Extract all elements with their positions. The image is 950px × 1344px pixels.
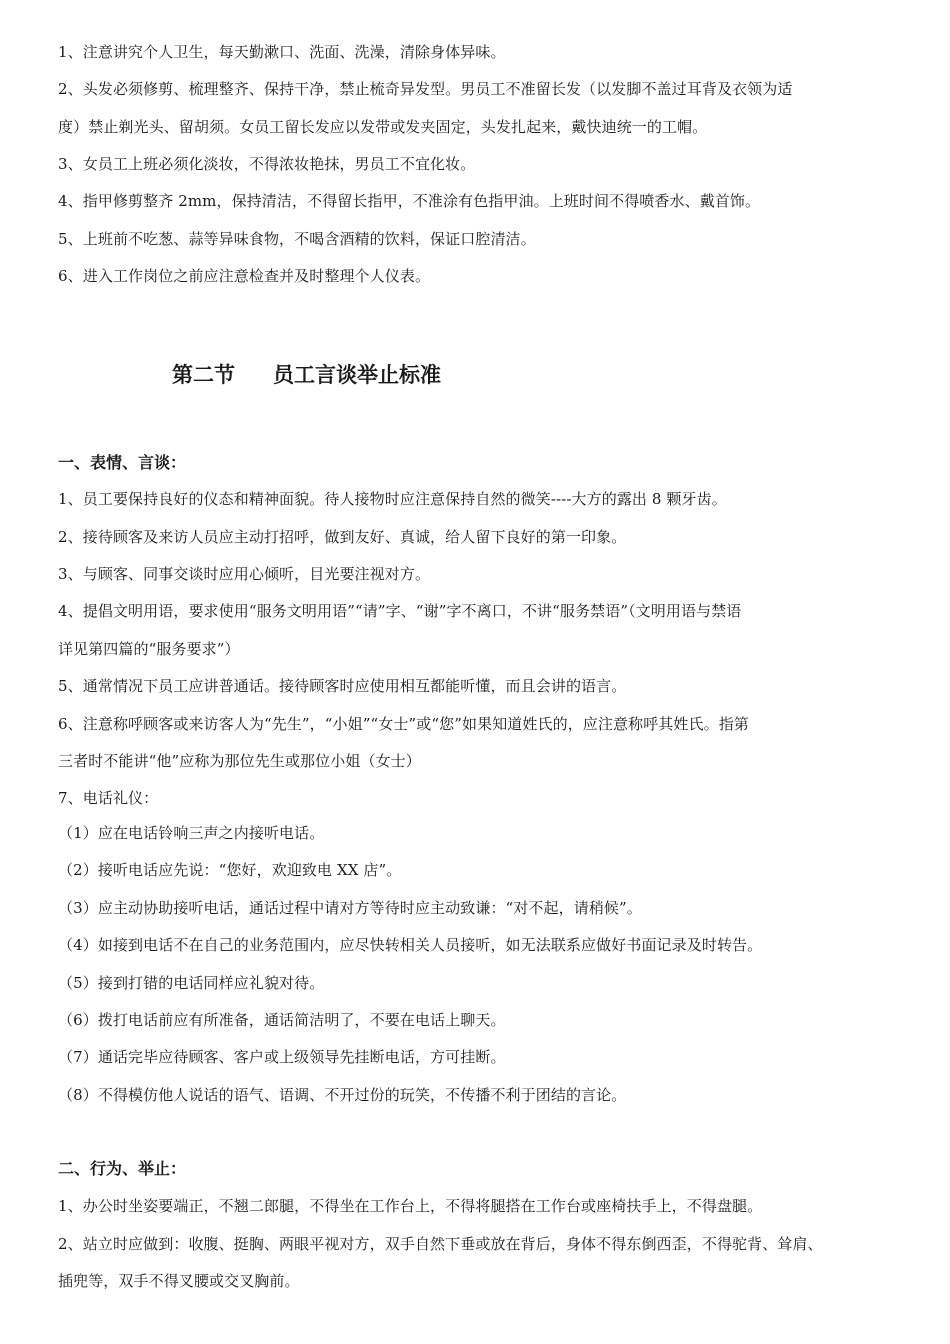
part2-line-2-cont: 插兜等，双手不得叉腰或交叉胸前。 (58, 1272, 300, 1290)
part2-line-1: 1、办公时坐姿要端正，不翘二郎腿，不得坐在工作台上，不得将腿搭在工作台或座椅扶手上，不得盘腿。 (58, 1197, 763, 1215)
part1-heading: 一、表情、言谈： (58, 453, 187, 472)
part1-line-4-cont: 详见第四篇的“服务要求”） (58, 640, 240, 658)
hygiene-item-6: 6、进入工作岗位之前应注意检查并及时整理个人仪表。 (58, 267, 431, 285)
phone-rule-1: （1）应在电话铃响三声之内接听电话。 (58, 824, 325, 842)
phone-rule-4: （4）如接到电话不在自己的业务范围内，应尽快转相关人员接听，如无法联系应做好书面记录及时转告。 (58, 936, 763, 954)
part1-line-6-cont: 三者时不能讲“他”应称为那位先生或那位小姐（女士） (58, 752, 421, 770)
hygiene-item-5: 5、上班前不吃葱、蒜等异味食物，不喝含酒精的饮料，保证口腔清洁。 (58, 230, 536, 248)
part1-line-6: 6、注意称呼顾客或来访客人为“先生”，“小姐”“女士”或“您”如果知道姓氏的，应注意称呼其姓氏。指第 (58, 715, 749, 733)
part2-heading: 二、行为、举止： (58, 1159, 187, 1178)
phone-rule-3: （3）应主动协助接听电话，通话过程中请对方等待时应主动致谦：“对不起，请稍候”。 (58, 899, 642, 917)
part1-line-3: 3、与顾客、同事交谈时应用心倾听，目光要注视对方。 (58, 565, 431, 583)
phone-rule-2: （2）接听电话应先说：“您好，欢迎致电 XX 店”。 (58, 861, 402, 879)
part1-line-1: 1、员工要保持良好的仪态和精神面貌。待人接物时应注意保持自然的微笑----大方的露出 8 颗牙齿。 (58, 490, 727, 508)
part1-line-2: 2、接待顾客及来访人员应主动打招呼，做到友好、真诚，给人留下良好的第一印象。 (58, 528, 627, 546)
hygiene-item-1: 1、注意讲究个人卫生，每天勤漱口、洗面、洗澡，清除身体异味。 (58, 43, 506, 61)
hygiene-item-3: 3、女员工上班必须化淡妆，不得浓妆艳抹，男员工不宜化妆。 (58, 155, 476, 173)
part2-line-2: 2、站立时应做到：收腹、挺胸、两眼平视对方，双手自然下垂或放在背后，身体不得东倒西歪，不得驼背、耸肩、 (58, 1235, 823, 1253)
section-title-text: 员工言谈举止标准 (273, 363, 441, 387)
part1-line-7: 7、电话礼仪： (58, 789, 159, 807)
section-number: 第二节 (172, 363, 235, 387)
part1-line-5: 5、通常情况下员工应讲普通话。接待顾客时应使用相互都能听懂，而且会讲的语言。 (58, 677, 627, 695)
hygiene-item-2: 2、头发必须修剪、梳理整齐、保持干净，禁止梳奇异发型。男员工不准留长发（以发脚不盖过耳背及衣领为适 (58, 80, 793, 98)
hygiene-item-2-cont: 度）禁止剃光头、留胡须。女员工留长发应以发带或发夹固定，头发扎起来，戴快迪统一的工帽。 (58, 118, 708, 136)
phone-rule-6: （6）拨打电话前应有所准备，通话简洁明了，不要在电话上聊天。 (58, 1011, 506, 1029)
phone-rule-8: （8）不得模仿他人说话的语气、语调、不开过份的玩笑，不传播不利于团结的言论。 (58, 1086, 627, 1104)
hygiene-item-4: 4、指甲修剪整齐 2mm，保持清洁，不得留长指甲，不准涂有色指甲油。上班时间不得喷香水、戴首饰。 (58, 192, 761, 210)
section-title (172, 360, 441, 390)
phone-rule-5: （5）接到打错的电话同样应礼貌对待。 (58, 974, 325, 992)
part1-line-4: 4、提倡文明用语，要求使用“服务文明用语”“请”字、“谢”字不离口，不讲“服务禁语”（文明用语与禁语 (58, 602, 742, 620)
phone-rule-7: （7）通话完毕应待顾客、客户或上级领导先挂断电话，方可挂断。 (58, 1048, 506, 1066)
